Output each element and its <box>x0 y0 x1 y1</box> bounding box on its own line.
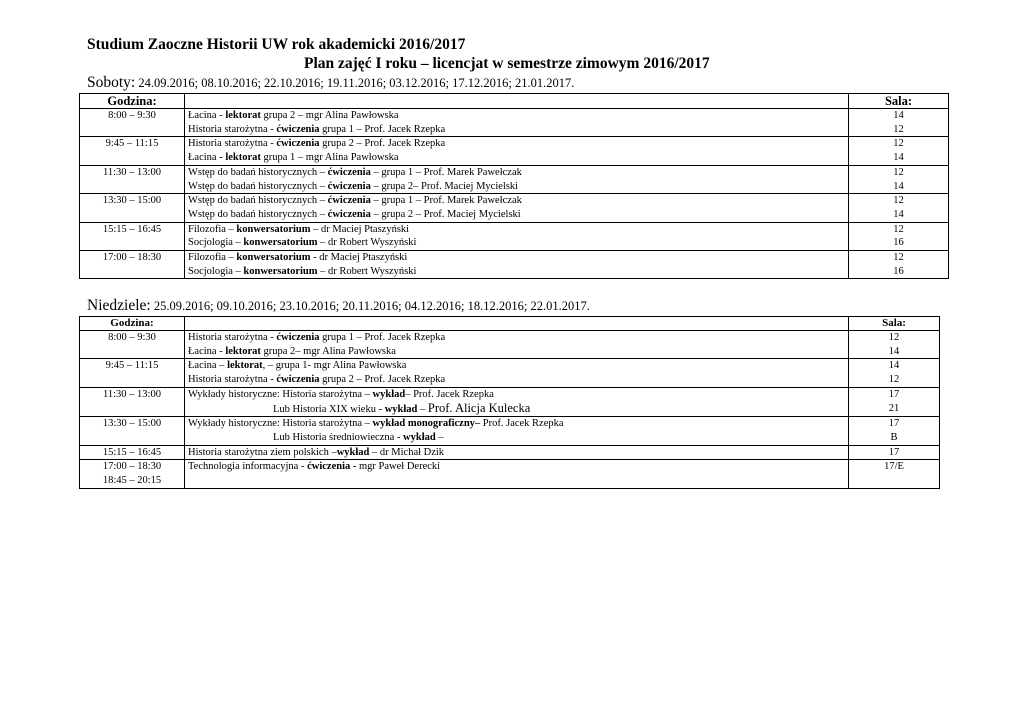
course-subject: Łacina - <box>188 345 226 357</box>
time-slot: 11:30 – 13:00 <box>103 166 161 178</box>
course-subject: Historia starożytna - <box>188 123 277 135</box>
course-type: konwersatorium <box>243 237 318 249</box>
room-number: 16 <box>893 265 904 277</box>
time-cell <box>80 165 185 193</box>
course-subject: Wstęp do badań historycznych – <box>188 195 328 207</box>
course-cell <box>185 359 849 387</box>
course-line <box>188 123 845 137</box>
course-cell <box>185 331 849 359</box>
course-line <box>188 345 845 359</box>
course-lecturer: Prof. Alicja Kulecka <box>427 400 531 415</box>
room-number: 14 <box>893 110 904 121</box>
time-slot: 15:15 – 16:45 <box>102 223 162 235</box>
time-cell <box>80 359 185 387</box>
room-header: Sala: <box>849 94 949 109</box>
course-subject: Lub Historia średniowieczna - <box>273 431 404 443</box>
room-number: B <box>890 431 898 443</box>
course-line <box>188 180 845 194</box>
room-number: 14 <box>893 180 904 192</box>
course-teacher: – Prof. Jacek Rzepka <box>405 388 494 400</box>
time-slot: 11:30 – 13:00 <box>103 388 161 400</box>
course-cell <box>185 251 849 279</box>
saturday-dates-line <box>87 74 574 92</box>
course-teacher: grupa 1 – mgr Alina Pawłowska <box>260 152 399 164</box>
header-row <box>80 317 940 331</box>
time-slot: 17:00 – 18:30 <box>102 252 162 264</box>
room-number: 14 <box>893 208 904 220</box>
course-subject: Wykłady historyczne: Historia starożytna – <box>188 418 373 430</box>
course-teacher: grupa 2– mgr Alina Pawłowska <box>260 345 396 357</box>
saturday-label: Soboty: <box>87 74 136 91</box>
room-number: 21 <box>888 402 900 414</box>
course-type: ćwiczenia <box>327 166 371 178</box>
course-subject: Historia starożytna - <box>188 332 277 343</box>
course-teacher: – <box>417 403 428 415</box>
course-type: lektorat <box>225 110 261 121</box>
time-slot: 17:00 – 18:30 <box>102 461 162 473</box>
header-row <box>80 94 949 109</box>
course-teacher: – grupa 2– Prof. Maciej Mycielski <box>370 180 519 192</box>
course-type: ćwiczenia <box>276 332 320 343</box>
course-teacher: grupa 2 – mgr Alina Pawłowska <box>260 110 399 121</box>
schedule-row <box>80 251 949 279</box>
room-number: 17 <box>888 446 900 458</box>
time-slot: 13:30 – 15:00 <box>102 418 162 430</box>
course-line <box>188 151 845 165</box>
course-subject: Historia starożytna - <box>188 374 277 386</box>
room-number: 12 <box>893 195 904 207</box>
room-cell <box>849 165 949 193</box>
course-type: wykład <box>372 388 406 400</box>
room-cell <box>849 137 949 165</box>
sunday-dates-line <box>87 297 590 315</box>
course-teacher: grupa 1 – Prof. Jacek Rzepka <box>319 123 446 135</box>
course-line <box>188 431 845 445</box>
course-subject: Lub Historia XIX wieku - <box>273 403 385 415</box>
course-teacher: – dr Robert Wyszyński <box>317 237 417 249</box>
course-subject: Historia starożytna - <box>188 138 277 150</box>
course-subject: Łacina - <box>188 110 226 121</box>
time-header: Godzina: <box>80 94 185 109</box>
room-number: 12 <box>893 138 904 150</box>
course-type: wykład monograficzny– <box>372 418 481 430</box>
course-teacher: Prof. Jacek Rzepka <box>480 418 564 430</box>
room-cell <box>849 194 949 222</box>
room-number: 17 <box>888 388 900 400</box>
room-cell <box>849 222 949 250</box>
room-number: 17/E <box>884 461 904 473</box>
sunday-label: Niedziele: <box>87 297 151 314</box>
room-number: 14 <box>888 345 900 357</box>
course-subject: Łacina – <box>188 360 228 372</box>
time-cell <box>80 417 185 445</box>
course-subject: Wstęp do badań historycznych – <box>188 208 328 220</box>
room-number: 12 <box>888 374 900 386</box>
schedule-row <box>80 460 940 488</box>
course-subject: Wstęp do badań historycznych – <box>188 180 328 192</box>
course-teacher: – grupa 2 – Prof. Maciej Mycielski <box>370 208 521 220</box>
course-line <box>188 208 845 222</box>
course-subject: Łacina - <box>188 152 226 164</box>
room-number: 17 <box>888 418 900 430</box>
course-cell <box>185 137 849 165</box>
course-line <box>188 331 845 345</box>
course-teacher: – dr Michał Dzik <box>369 446 445 458</box>
time-slot: 8:00 – 9:30 <box>108 332 156 343</box>
course-header <box>185 317 849 331</box>
room-number: 14 <box>888 360 900 372</box>
time-cell <box>80 445 185 460</box>
room-number: 14 <box>893 152 904 164</box>
course-line <box>188 460 845 474</box>
course-type: wykład <box>384 403 418 415</box>
time-cell <box>80 222 185 250</box>
schedule-row <box>80 387 940 416</box>
course-line <box>188 137 845 151</box>
course-teacher: grupa 2 – Prof. Jacek Rzepka <box>319 138 446 150</box>
course-subject: Wykłady historyczne: Historia starożytna – <box>188 388 373 400</box>
course-cell <box>185 222 849 250</box>
room-cell <box>849 109 949 137</box>
course-type: wykład <box>403 431 436 443</box>
room-number: 12 <box>893 123 904 135</box>
course-subject: Historia starożytna ziem polskich – <box>188 446 337 458</box>
course-teacher: – grupa 1 – Prof. Marek Pawełczak <box>370 195 522 207</box>
schedule-row <box>80 222 949 250</box>
schedule-row <box>80 165 949 193</box>
sunday-dates: 25.09.2016; 09.10.2016; 23.10.2016; 20.11.2016; 04.12.2016; 18.12.2016; 22.01.2017. <box>153 299 590 313</box>
room-number: 16 <box>893 237 904 249</box>
course-type: konwersatorium <box>236 252 311 264</box>
schedule-row <box>80 194 949 222</box>
course-cell <box>185 460 849 488</box>
room-cell <box>849 387 940 416</box>
course-type: konwersatorium <box>243 265 318 277</box>
course-teacher: – <box>435 431 444 443</box>
schedule-row <box>80 137 949 165</box>
course-teacher: – grupa 1 – Prof. Marek Pawełczak <box>370 166 522 178</box>
schedule-row <box>80 331 940 359</box>
course-subject: Socjologia – <box>188 237 244 249</box>
course-subject: Filozofia – <box>188 223 237 235</box>
course-line <box>188 109 845 123</box>
time-cell <box>80 460 185 488</box>
course-teacher: mgr Paweł Derecki <box>356 461 441 473</box>
saturday-dates: 24.09.2016; 08.10.2016; 22.10.2016; 19.11.2016; 03.12.2016; 17.12.2016; 21.01.2017. <box>138 76 575 90</box>
course-type: ćwiczenia <box>276 123 320 135</box>
document-subtitle: Plan zajęć I roku – licencjat w semestrze zimowym 2016/2017 <box>304 55 710 72</box>
room-cell <box>849 417 940 445</box>
course-line <box>188 373 845 387</box>
room-header: Sala: <box>849 317 940 331</box>
course-type: ćwiczenia <box>327 180 371 192</box>
course-teacher: , – grupa 1- mgr Alina Pawłowska <box>262 360 407 372</box>
course-type: ćwiczenia <box>327 208 371 220</box>
schedule-row <box>80 359 940 387</box>
course-subject: Technologia informacyjna - <box>188 461 308 473</box>
schedule-row <box>80 445 940 460</box>
document-title: Studium Zaoczne Historii UW rok akademicki 2016/2017 <box>87 36 466 53</box>
course-teacher: – dr Maciej Ptaszyński <box>310 223 410 235</box>
course-line <box>188 402 845 417</box>
course-line <box>188 265 845 279</box>
course-type: ćwiczenia <box>276 138 320 150</box>
course-cell <box>185 165 849 193</box>
course-cell <box>185 417 849 445</box>
course-type: ćwiczenia <box>276 374 320 386</box>
time-slot: 9:45 – 11:15 <box>105 360 159 372</box>
course-type: lektorat <box>225 345 261 357</box>
time-cell <box>80 194 185 222</box>
course-teacher: grupa 1 – Prof. Jacek Rzepka <box>319 332 446 343</box>
course-line <box>188 388 845 402</box>
course-type: lektorat <box>225 152 261 164</box>
schedule-row <box>80 109 949 137</box>
course-subject: Wstęp do badań historycznych – <box>188 166 328 178</box>
course-line <box>188 446 845 460</box>
time-header: Godzina: <box>80 317 185 331</box>
sunday-schedule-table <box>79 316 940 489</box>
schedule-row <box>80 417 940 445</box>
time-slot: 18:45 – 20:15 <box>102 475 162 487</box>
course-cell <box>185 387 849 416</box>
course-type: lektorat <box>227 360 263 372</box>
time-cell <box>80 137 185 165</box>
room-cell <box>849 445 940 460</box>
time-slot: 9:45 – 11:15 <box>105 138 159 150</box>
course-line <box>188 417 845 431</box>
course-type: ćwiczenia - <box>307 461 357 473</box>
time-cell <box>80 251 185 279</box>
course-line <box>188 194 845 208</box>
course-teacher: - dr Maciej Ptaszyński <box>310 252 408 264</box>
course-teacher: grupa 2 – Prof. Jacek Rzepka <box>319 374 446 386</box>
course-subject: Socjologia – <box>188 265 244 277</box>
room-number: 12 <box>888 332 900 343</box>
course-header <box>185 94 849 109</box>
course-line <box>188 359 845 373</box>
course-cell <box>185 109 849 137</box>
time-slot: 13:30 – 15:00 <box>102 195 162 207</box>
time-cell <box>80 387 185 416</box>
course-line <box>188 223 845 237</box>
room-cell <box>849 251 949 279</box>
time-cell <box>80 109 185 137</box>
room-cell <box>849 331 940 359</box>
course-cell <box>185 194 849 222</box>
course-cell <box>185 445 849 460</box>
time-slot: 15:15 – 16:45 <box>102 446 162 458</box>
course-type: ćwiczenia <box>327 195 371 207</box>
course-line <box>188 236 845 250</box>
course-type: konwersatorium <box>236 223 311 235</box>
room-number: 12 <box>893 223 904 235</box>
course-line <box>188 251 845 265</box>
time-cell <box>80 331 185 359</box>
saturday-schedule-table <box>79 93 949 279</box>
course-subject: Filozofia – <box>188 252 237 264</box>
time-slot: 8:00 – 9:30 <box>108 110 156 121</box>
course-teacher: – dr Robert Wyszyński <box>317 265 417 277</box>
room-cell <box>849 359 940 387</box>
room-cell <box>849 460 940 488</box>
room-number: 12 <box>893 252 904 264</box>
course-line <box>188 166 845 180</box>
course-type: wykład <box>336 446 370 458</box>
room-number: 12 <box>893 166 904 178</box>
